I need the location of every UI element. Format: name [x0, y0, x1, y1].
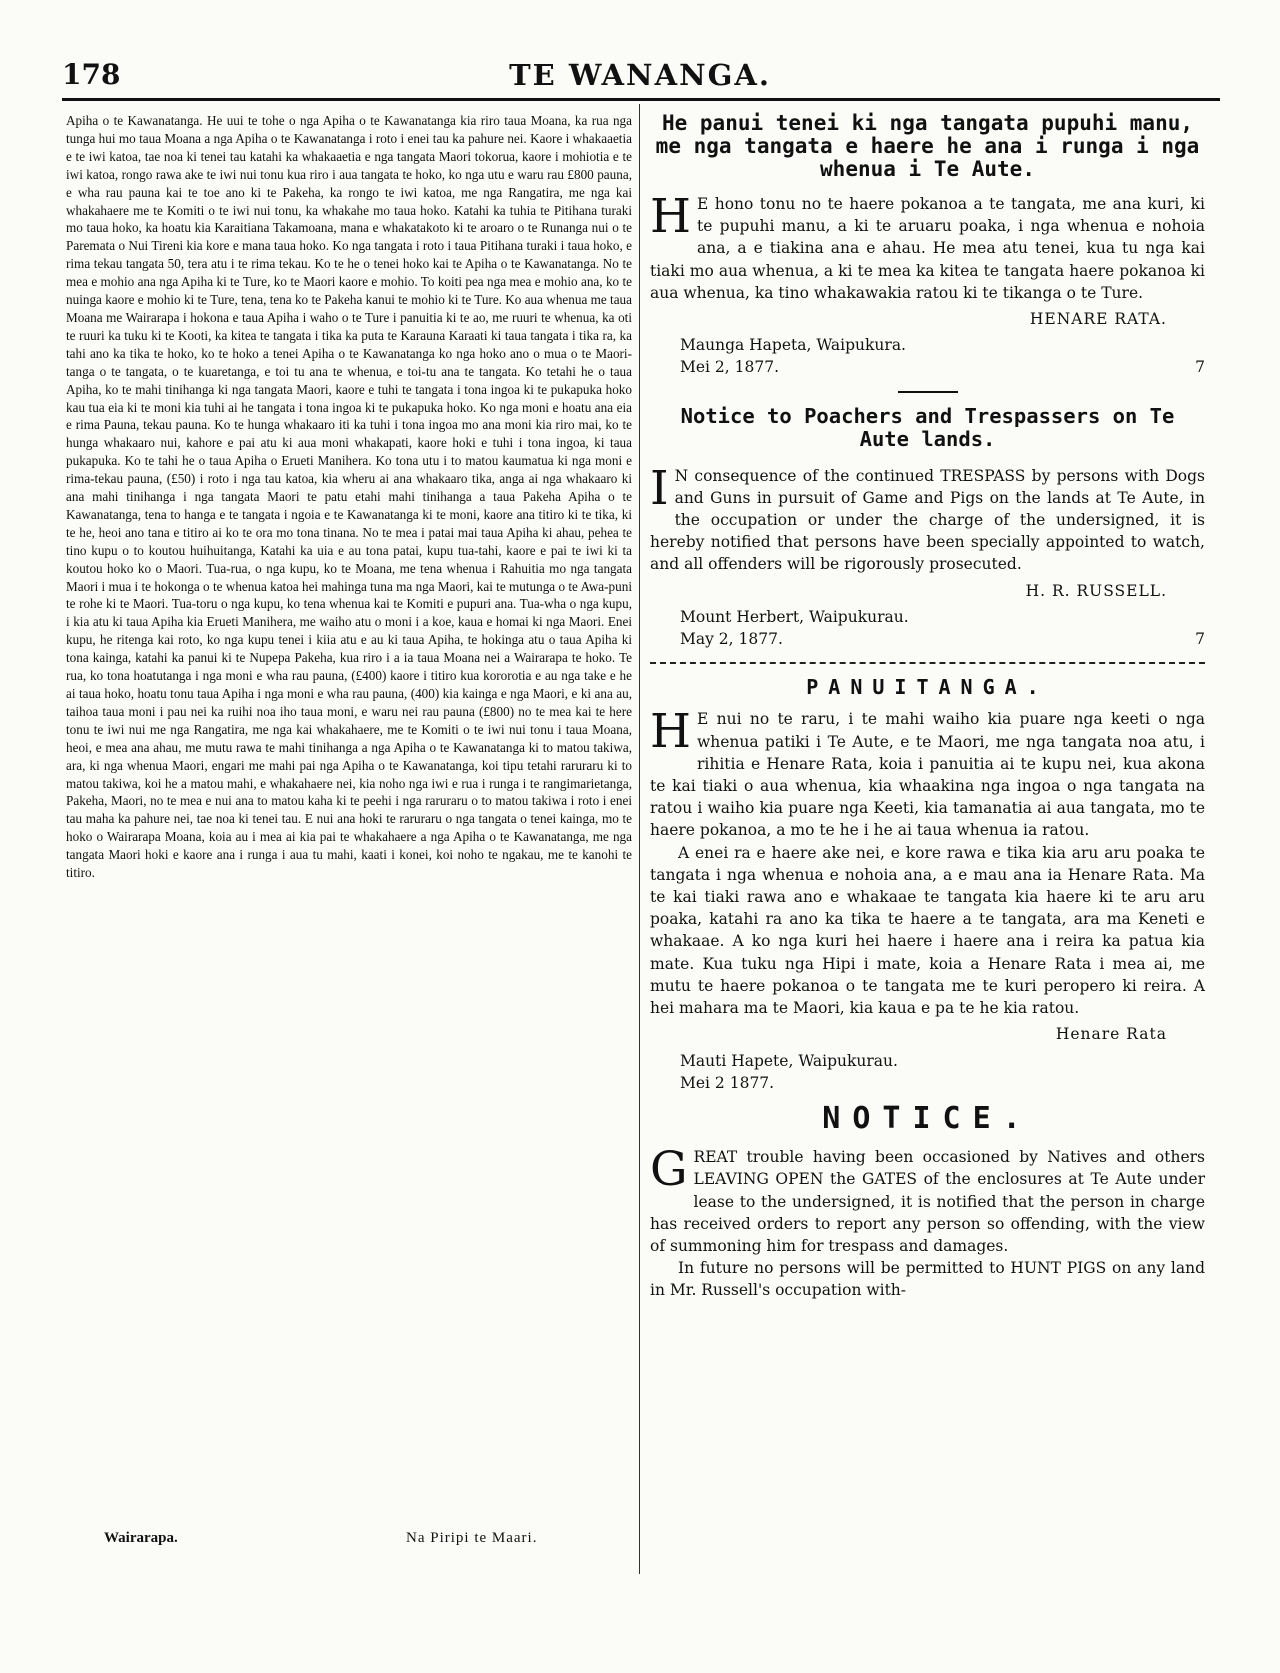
- drop-cap: G: [650, 1142, 688, 1198]
- page-number: 178: [62, 58, 121, 91]
- notice-headline: NOTICE.: [822, 1100, 1033, 1136]
- article-place: Wairarapa.: [104, 1530, 178, 1546]
- drop-cap: H: [650, 189, 691, 244]
- notice-headline: He panui tenei ki nga tangata pupuhi manu, me nga tangata e haere he ana i runga i nga whenua i Te Aute.: [655, 111, 1200, 181]
- notice-body: H E nui no te raru, i te mahi waiho kia puare nga keeti o nga whenua patiki i Te Aute, e te Maori, me nga tangata noa atu, i rihitia e Henare Rata, koia i panuitia ai te kupu nei, kua akona te kai tiaki o aua whenua, kia whaakina nga ingoa o nga tangata na ratou i waiho kia puare nga Keeti, kia tamanatia ai aua tangata, mo te haere pokanoa, a mo te he i he ai taua whenua ia ratou.: [650, 704, 1205, 840]
- notice-body: GREAT trouble having been occasioned by Natives and others LEAVING OPEN the GATES of the enclosures at Te Aute under lease to the undersigned, it is notified that the person in charge has received orders to report any person so offending, with the view of summoning him for trespass and damages.: [650, 1142, 1205, 1255]
- panuitanga-notice: [650, 676, 1205, 1094]
- notice-headline: PANUITANGA.: [806, 675, 1049, 700]
- notice-signer: H. R. RUSSELL.: [1025, 581, 1167, 600]
- notice-location: Mauti Hapete, Waipukurau.: [680, 1051, 898, 1070]
- column-divider: [639, 104, 640, 1574]
- notice-signer: HENARE RATA.: [1029, 310, 1167, 329]
- notice-signer: Henare Rata: [1055, 1025, 1167, 1044]
- notice-date: Mei 2, 1877.: [680, 358, 780, 377]
- article-signature: Na Piripi te Maari.: [406, 1530, 538, 1546]
- drop-cap: H: [650, 704, 691, 760]
- notice-location: Mount Herbert, Waipukurau.: [680, 607, 909, 626]
- notice-date: May 2, 1877.: [680, 630, 783, 649]
- notice-date-line: [680, 356, 1205, 378]
- notice-body: H E hono tonu no te haere pokanoa a te tangata, me ana kuri, ki te pupuhi manu, a ki te aruaru poaka, i nga whenua e nohoia ana, a e tiakina ana e ahau. He mea atu tenei, kua tu nga kai tiaki mo aua whenua, a ki te mea ka kitea te tangata haere pokanoa ki aua whenua, ka tino whakawakia ratou ki te tikanga o te Ture.: [650, 189, 1205, 302]
- gates-notice: [650, 1100, 1205, 1302]
- section-divider: [650, 662, 1205, 664]
- notice-body-paragraph: A enei ra e haere ake nei, e kore rawa e tika kia aru aru poaka te tangata i nga whenua e nohoia ana, a e mau ana ia Henare Rata. Ma te kai tiaki rawa ano e whakaae te tangata kia haere ki te aru aru poaka, katahi ra ano ka tika te haere a te tangata, ara ma Keneti e whakaae. A ko nga kuri hei haere i haere ana i reira ka patua kia mate. Kua tuku nga Hipi i mate, koia a Henare Rata i mea ai, me mutu te haere pokanoa o te tangata me te kuri peropero ki reira. A hei mahara ma te Maori, kia kaua e pa te he kia ratou.: [650, 843, 1205, 1018]
- left-column-article: [66, 112, 632, 882]
- maori-poaching-notice: [650, 112, 1205, 379]
- notice-headline: Notice to Poachers and Trespassers on Te Aute lands.: [680, 403, 1175, 451]
- notice-date-line: [680, 628, 1205, 650]
- drop-cap: I: [650, 460, 669, 516]
- notice-body-paragraph: In future no persons will be permitted to HUNT PIGS on any land in Mr. Russell's occupation with-: [650, 1259, 1205, 1300]
- notice-number: 7: [1195, 358, 1205, 377]
- newspaper-title: TE WANANGA.: [509, 58, 771, 92]
- notice-number: 7: [1195, 630, 1205, 649]
- notice-body: I N consequence of the continued TRESPASS by persons with Dogs and Guns in pursuit of Game and Pigs on the lands at Te Aute, in the occupation or under the charge of the undersigned, it is hereby notified that persons have been specially appointed to watch, and all offenders will be rigorously prosecuted.: [650, 460, 1205, 574]
- section-divider: [898, 391, 958, 393]
- notice-date: Mei 2 1877.: [680, 1073, 775, 1092]
- masthead-rule: [62, 98, 1220, 101]
- article-body: Apiha o te Kawanatanga. He uui te tohe o nga Apiha o te Kawanatanga kia riro taua Moana, ka rua nga tunga hui mo taua Moana a nga Apiha o te Kawanatanga i roto i enei tau ka pahure nei. Kaore i whakaaetia e te iwi katoa, tae noa ki tenei tau katahi ka whakaaetia e nga tangata Maori tokorua, kaore i mohiotia e te iwi katoa, rongo rawa ake te iwi nui tonu kua riro i aua tangata te hoko, ko nga utu e waru rau £800 pauna, e wha rau pauna kai te toe ano ki te Pakeha, ka rongo te iwi katoa, me nga Rangatira, me nga kai whakahaere me te Komiti o te iwi nui tonu, ka whakahe mo taua hoko. Katahi ka tuhia te Pitihana turaki mo taua hoko, ka hoatu kia Karaitiana Takamoana, mana e whakatakoto ki te aroaro o te Runanga nui o te Paremata o Nui Tireni kia kore e mana taua hoko. Ko nga tangata i roto i taua Pitihana turaki i taua hoko, e rima tekau tangata 50, tera atu i te rima tekau. Ko te he o tenei hoko kai te Apiha o te Kawanatanga. No te mea e mohio ana nga Apiha ki te Ture, ko te Maori kaore e mohio. To koiti pea nga mea e mohio ana, ko te nuinga kaore e mohio ki te Ture, tena, tena ko te Pakeha kanui te mohio ki te Ture. Ko aua whenua me taua Moana me Wairarapa i hokona e taua Apiha i waho o te Ture i panuitia ki te ao, me ruuri te whenua, ka oti te ruuri ka tuku ki te Kooti, ka kitea te tangata i tika ka puta te Karauna Karaati ki taua tangata i tika ra, ka tahi ano ka tika te hoko, ko te hoko a tenei Apiha o te Kawanatanga ko nga hoko ano o mua o te Maori-tanga o te tangata, o te kuaretanga, e toi tu ana te whenua, e toi-tu ana te tangata. Ko tetahi he o taua Apiha, ko te mahi tinihanga ki nga tangata Maori, kaore e tuhi te tangata i tona ingoa ki te pukapuka hoko kau tua eia ki te moni kia tuhi ai he tangata i tona ingoa ki te pukapuka hoko. Ko nga moni e hoatu ana eia e rima Pauna, tekau pauna. Ko te hunga whakaaro iti ka tuhi i tona ingoa mo ana moni kia riro mai, ko te hunga whakaaro nui, kahore e pai atu ki aua moni whakapati, kaore hoki e tuhi i tona ingoa, ki taua pukapuka. Ko te tahi he o taua Apiha o Erueti Manihera. Ko tona utu i to matou kaumatua ki nga moni e rima-tekau pauna, (£50) i roto i nga tau katoa, kia wheru ai ana whakaaro tika, anga ai nga whakaaro ki ana mahi tinihanga i nga tangata Maori te patu etahi mahi tinihanga a taua Pakeha Apiha o te Kawanatanga, tena to hanga e te tangata i ngoia e te Kawanatanga ki te moni, kaore ana titiro ki te tika, ki te he, heoi ano tana e titiro ai ko te ora mo tona tinana. No te mea i patai mai taua Apiha ki ahau, pehea te tino kupu o to koutou huihuitanga, Katahi ka uia e au tona patai, kupu tua-tahi, kaore e pai te iwi ki ta koutou hoko ko o Maori. Tua-rua, o nga kupu, ko te Moana, me tena whenua i Rahuitia mo nga tangata Maori i mua i te hokonga o te whenua katoa hei mahinga tuna ma nga Maori, kai te mutunga o te Awa-puni te rohe ki te Maori. Tua-toru o nga kupu, ko tena whenua kai te Komiti e pupuri ana. Tua-wha o nga kupu, i kia atu ki taua Apiha kia Erueti Manihera, me waiho atu o moni i a koe, kaua e homai ki nga Maori. Enei kupu, he ritenga kai roto, ko nga kupu tenei i kiia atu e au ki taua Apiha, te hokinga atu o taua Apiha ki tona kainga, katahi ka panui ki te Nupepa Pakeha, kua riro i a ia taua Moana nei a Wairarapa te hoko. Te rua, ko tona hoatutanga i nga moni e wha rau pauna, (£400) kaore i titiro kua kororotia e au nga take e he ai taua hoko, hoatu tonu taua Apiha i nga moni e wha rau pauna, (400) kia kainga e nga Maori, e ki ana au, taihoa taua moni i pau nei ka ruihi noa iho taua moni, e waru nei rau pauna (£800) no te mea kai te here tonu te iwi nui me nga Rangatira, me nga kai whakahaere, me te Komiti o te iwi nui tonu i taua Moana, heoi, e mea ana ahau, me mutu rawa te mahi tinihanga a nga Apiha o te Kawanatanga ki to matou takiwa, ara, ki nga whenua Maori, engari me mahi pai nga Apiha o te Kawanatanga, koi tipu tetahi raruraru ki to matou takiwa, koi he a matou mahi, e whakahaere nei, kia noho nga iwi e rua i runga i te rangimarietanga, Pakeha, Maori, no te mea e nui ana to matou kaha ki te peehi i nga raruraru o to matou takiwa i roto i enei tau maha ka pahure nei, tae noa ki tenei tau. E nui ana hoki te raruraru o nga tangata o tenei kainga, mo te hoko o Wairarapa Moana, koia au i mea ai kia pai te whakahaere a nga Apiha o te Kawanatanga, me nga tangata Maori hoki e kaore ana i runga i aua tu mahi, kaati i konei, koi noho te ngakau, me te kanohi te titiro.: [66, 113, 632, 881]
- notice-location: Maunga Hapeta, Waipukura.: [680, 336, 906, 355]
- english-poaching-notice: [650, 405, 1205, 651]
- right-column-notices: [650, 112, 1205, 1302]
